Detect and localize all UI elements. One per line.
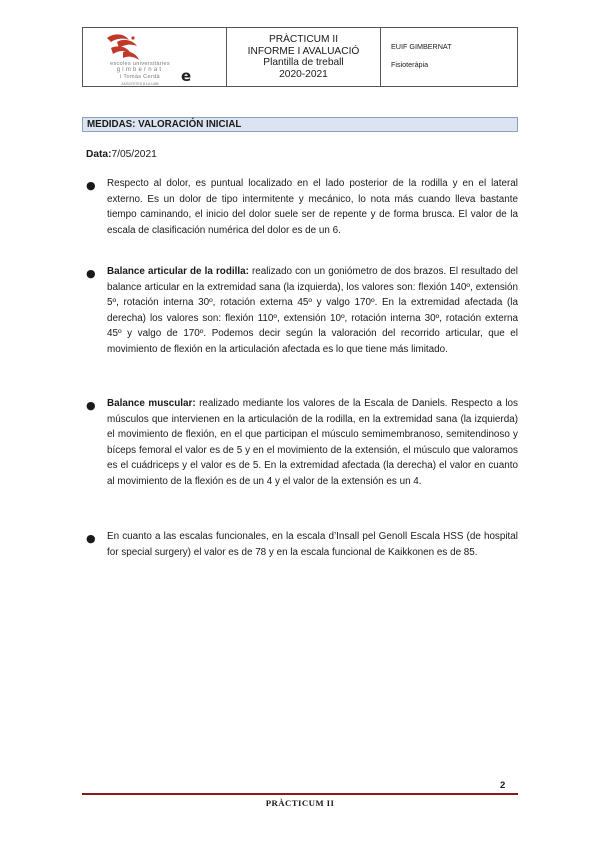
paragraph-muscle-balance	[107, 396, 518, 489]
paragraph-joint-balance	[107, 264, 518, 357]
section-title: MEDIDAS: VALORACIÓN INICIAL	[82, 117, 518, 132]
logo-e-mark: e	[181, 67, 192, 85]
institution-logo-icon	[93, 32, 153, 62]
header-department: Fisioteràpia	[391, 60, 429, 69]
paragraph-lead: Balance muscular:	[107, 398, 196, 409]
header-center-cell	[227, 28, 381, 86]
paragraph-text: Respecto al dolor, es puntual localizado en el lado posterior de la rodilla y en el lateral externo. Es un dolor de tipo intermitente y mecánico, lo nota más cuando lleva bastante tiempo caminando, el inicio del dolor suele ser de repente y de forma brusca. El valor de la escala de clasificación numérica del dolor es de un 6.	[107, 178, 518, 236]
paragraph-text: realizado con un goniómetro de dos brazos. El resultado del balance articular en la extremidad sana (la izquierda), los valores son: flexión 140º, extensión 5º, rotación interna 30º, rotación externa 45º y valgo 170º. En la extremidad afectada (la derecha) los valores son: flexión 110º, extensión 10º, rotación interna 30º, rotación externa 45º y valgo de 170º. Podemos decir según la valoración del recorrido articular, que el movimiento de flexión en la articulación afectada es lo que tiene más limitado.	[107, 266, 518, 355]
date-value: 7/05/2021	[111, 149, 157, 160]
header-school-name: EUIF GIMBERNAT	[391, 42, 452, 51]
header-template-title: Plantilla de treball	[263, 57, 344, 68]
paragraph-pain	[107, 176, 518, 238]
header-right-cell	[381, 28, 517, 86]
date-line	[86, 149, 157, 161]
logo-text-line-4: ADSCRITES A LA UAB	[121, 82, 159, 86]
logo-text-line-1: escoles universitàries	[109, 61, 171, 67]
header-course-title: PRÀCTICUM II	[268, 34, 339, 45]
institution-logo	[83, 28, 227, 86]
logo-text-line-2: gimbernat	[116, 67, 164, 73]
header-academic-year: 2020-2021	[279, 68, 328, 80]
logo-text-line-3: i Tomàs Cerdà	[120, 74, 160, 80]
footer-title: PRÀCTICUM II	[265, 798, 335, 808]
bullet-icon: ●	[86, 399, 96, 412]
footer-divider	[82, 793, 518, 795]
paragraph-text: realizado mediante los valores de la Escala de Daniels. Respecto a los músculos que intervienen en la articulación de la rodilla, en la extremidad sana (la izquierda) el movimiento de flexión, en el que participan el músculo semimembranoso, semitendinoso y bíceps femoral el valor es de 5 y en el movimiento de la extensión, el músculo que valoramos es el cuádriceps y el valor es de 5. En la extremidad afectada (la derecha) el valor en cuanto al movimiento de la flexión es de un 4 y el valor de la extensión es un 4.	[107, 398, 518, 487]
paragraph-functional-scales	[107, 529, 518, 560]
page-number: 2	[500, 780, 506, 791]
paragraph-text: En cuanto a las escalas funcionales, en la escala d’Insall pel Genoll Escala HSS (de hospital for special surgery) el valor es de 78 y en la escala funcional de Kaikkonen es de 85.	[107, 531, 518, 558]
paragraph-lead: Balance articular de la rodilla:	[107, 266, 249, 277]
bullet-icon: ●	[86, 267, 96, 280]
bullet-icon: ●	[86, 532, 96, 545]
date-label: Data:	[86, 149, 112, 160]
bullet-icon: ●	[86, 179, 96, 192]
header-report-title: INFORME I AVALUACIÓ	[247, 45, 360, 57]
document-header	[82, 27, 518, 87]
